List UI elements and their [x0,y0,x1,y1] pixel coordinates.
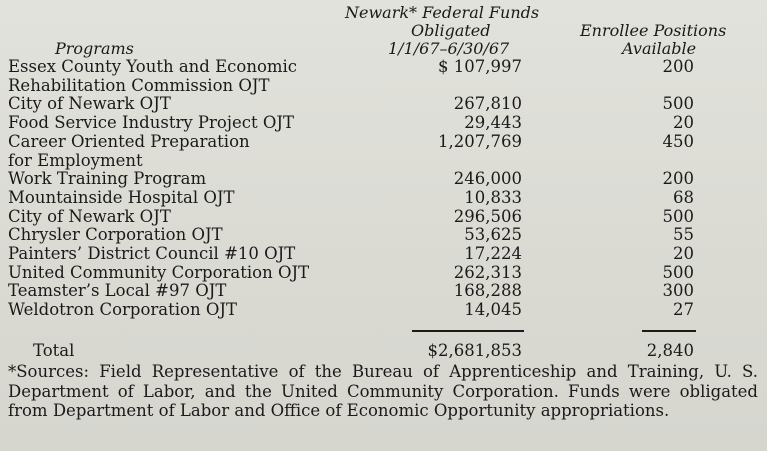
funds-obligated-value: 14,045 [464,300,522,320]
total-label: Total [33,341,75,360]
funds-obligated-value: 17,224 [464,244,522,263]
total-amount: $2,681,853 [427,341,522,360]
header-programs: Programs [55,39,134,58]
table-row [0,169,767,188]
table-row [0,76,767,95]
enrollee-positions-value: 200 [662,57,694,76]
program-name: United Community Corporation OJT [8,262,310,282]
total-rule-positions [642,330,696,332]
program-name: Food Service Industry Project OJT [8,113,294,133]
table-row [0,113,767,132]
funds-obligated-value: 267,810 [453,94,522,114]
program-name: Painters’ District Council #10 OJT [8,244,296,263]
funds-obligated-value: 29,443 [464,113,522,133]
program-name: Mountainside Hospital OJT [8,187,235,207]
enrollee-positions-value: 55 [673,225,694,245]
enrollee-positions-value: 68 [673,187,694,207]
enrollee-positions-value: 300 [662,281,694,301]
table-row [0,300,767,319]
table-row [0,225,767,244]
program-name: Weldotron Corporation OJT [8,300,238,320]
funds-obligated-value: 53,625 [464,225,522,245]
program-name: Work Training Program [8,169,207,189]
program-name: City of Newark OJT [8,206,171,226]
funds-obligated-value: 1,207,769 [438,131,522,151]
table-row [0,281,767,300]
table-row [0,207,767,226]
enrollee-positions-value: 27 [673,300,694,320]
header-positions-available: Available [622,39,697,58]
enrollee-positions-value: 500 [662,262,694,282]
header-funds-dates: 1/1/67–6/30/67 [388,39,510,58]
enrollee-positions-value: 500 [662,94,694,114]
enrollee-positions-value: 450 [662,131,694,151]
sources-footnote: *Sources: Field Representative of the Bureau of Apprenticeship and Training, U. S. Department of Labor, and the United Community Corporation. Funds were obligated from Department of Labor and Office of Economic Opportunity appropriations. [8,362,758,420]
header-funds-obligated: Obligated [411,21,491,40]
table-row [0,94,767,113]
program-name: City of Newark OJT [8,94,171,114]
enrollee-positions-value: 200 [662,169,694,189]
program-name: Teamster’s Local #97 OJT [8,281,227,301]
enrollee-positions-value: 20 [673,244,694,263]
program-name: Essex County Youth and Economic [8,57,298,76]
total-rule-funds [412,330,524,332]
header-funds-title: Newark* Federal Funds [345,3,540,22]
total-positions: 2,840 [646,341,694,360]
enrollee-positions-value: 500 [662,206,694,226]
header-positions-title: Enrollee Positions [580,21,727,40]
table-row [0,151,767,170]
table-row [0,244,767,263]
table-row [0,57,767,76]
funds-obligated-value: 262,313 [453,262,522,282]
funds-obligated-value: 296,506 [453,206,522,226]
program-name: Rehabilitation Commission OJT [8,75,270,95]
funds-obligated-value: 246,000 [453,169,522,189]
funds-obligated-value: $ 107,997 [438,57,522,76]
program-name: Career Oriented Preparation [8,131,250,151]
funds-obligated-value: 168,288 [453,281,522,301]
enrollee-positions-value: 20 [673,113,694,133]
program-name: Chrysler Corporation OJT [8,225,223,245]
program-name: for Employment [8,150,143,170]
table-row [0,132,767,151]
table-row [0,188,767,207]
table-row [0,263,767,282]
funds-obligated-value: 10,833 [464,187,522,207]
